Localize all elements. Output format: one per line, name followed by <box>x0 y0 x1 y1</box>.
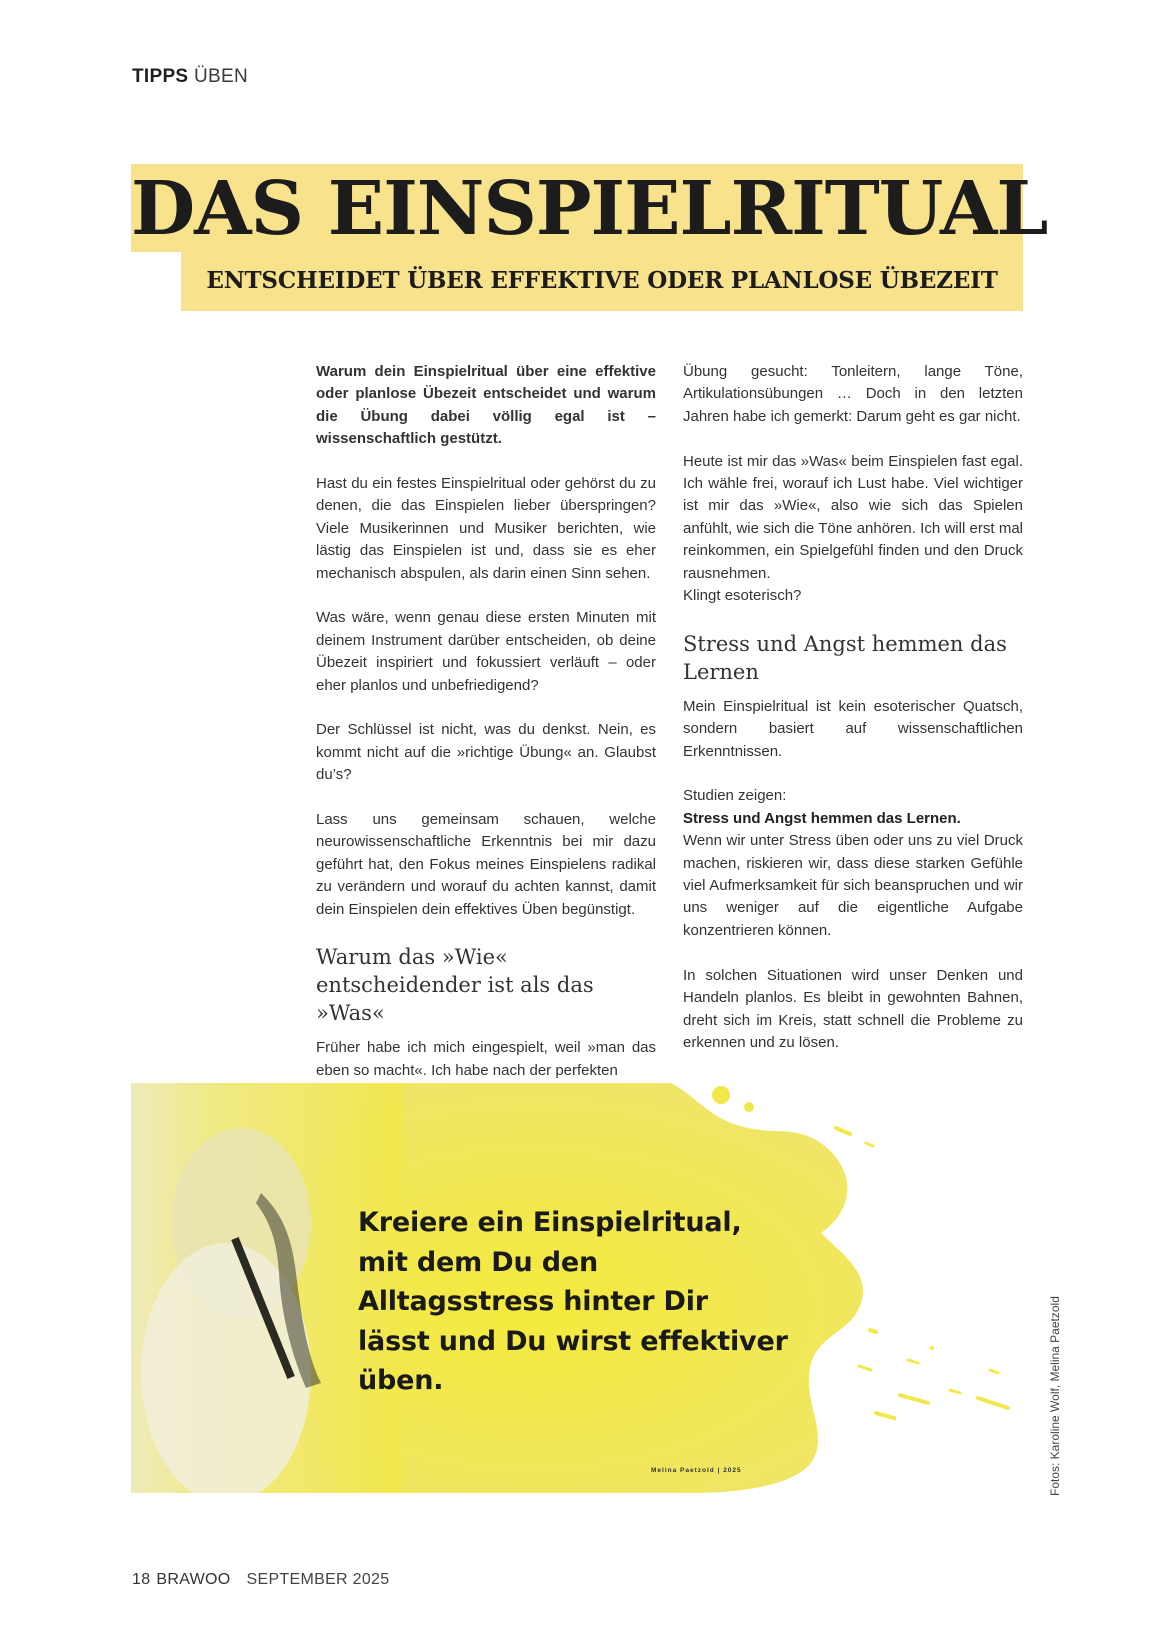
issue-date: SEPTEMBER 2025 <box>246 1571 390 1588</box>
paragraph: Klingt esoterisch? <box>683 587 802 605</box>
section-tag-bold: TIPPS <box>132 66 189 87</box>
paragraph: Früher habe ich mich eingespielt, weil »man das eben so macht«. Ich habe nach der perfekten <box>316 1039 656 1079</box>
paragraph: Was wäre, wenn genau diese ersten Minuten mit deinem Instrument darüber entscheiden, ob deine Übezeit inspiriert und fokussiert verläuft – oder eher planlos und unbefriedigend? <box>316 609 656 694</box>
paint-splatter-dots <box>860 1220 1020 1430</box>
paragraph: Der Schlüssel ist nicht, was du denkst. Nein, es kommt nicht auf die »richtige Übung« an. Glaubst du’s? <box>316 721 656 784</box>
paragraph: Hast du ein festes Einspielritual oder gehörst du zu denen, die das Einspielen lieber überspringen? Viele Musikerinnen und Musiker berichten, wie lästig das Einspielen ist und, dass sie es eher mechanisch abspulen, als darin einen Sinn sehen. <box>316 475 656 582</box>
page-number: 18 <box>132 1571 151 1588</box>
section-tag <box>132 66 248 88</box>
right-column <box>683 361 1023 1054</box>
page-subtitle: ENTSCHEIDET ÜBER EFFEKTIVE ODER PLANLOSE ÜBEZEIT <box>206 267 998 294</box>
paragraph: Übung gesucht: Tonleitern, lange Töne, Artikulationsübungen … Doch in den letzten Jahren habe ich gemerkt: Darum geht es gar nicht. <box>683 363 1023 425</box>
section-heading: Warum das »Wie« entscheidender ist als das »Was« <box>316 945 594 1026</box>
paragraph: Studien zeigen: <box>683 787 787 805</box>
lead-paragraph: Warum dein Einspielritual über eine effektive oder planlose Übezeit entscheidet und warum die Übung dabei völlig egal ist – wissenschaftlich gestützt. <box>316 363 656 448</box>
paragraph: Lass uns gemeinsam schauen, welche neurowissenschaftliche Erkenntnis bei mir dazu geführt hat, den Fokus meines Einspielens radikal zu verändern und worauf du achten kannst, damit dein Einspielen dein effektives Üben begünstigt. <box>316 811 656 918</box>
signature: Melina Paetzold | 2025 <box>651 1467 742 1474</box>
section-tag-light: ÜBEN <box>194 66 248 87</box>
photo-credit: Fotos: Karoline Wolf, Melina Paetzold <box>1048 1296 1062 1496</box>
page-title: DAS EINSPIELRITUAL <box>131 166 1048 252</box>
paragraph: In solchen Situationen wird unser Denken und Handeln planlos. Es bleibt in gewohnten Bahnen, dreht sich im Kreis, statt schnell die Probleme zu erkennen und zu lösen. <box>683 966 1023 1051</box>
magazine-name: BRAWOO <box>156 1571 231 1588</box>
paragraph: Wenn wir unter Stress üben oder uns zu viel Druck machen, riskieren wir, dass diese starken Gefühle viel Aufmerksamkeit für sich beanspruchen und wir uns weniger auf die eigentliche Aufgabe konzentrieren können. <box>683 832 1023 939</box>
left-column <box>316 361 656 1082</box>
paragraph: Mein Einspielritual ist kein esoterischer Quatsch, sondern basiert auf wissenschaftlichen Erkenntnissen. <box>683 697 1023 760</box>
paragraph: Heute ist mir das »Was« beim Einspielen fast egal. Ich wähle frei, worauf ich Lust habe. Viel wichtiger ist mir das »Wie«, also wie sich das Spielen anfühlt, wie sich die Töne anhören. Ich will erst mal reinkommen, ein Spielgefühl finden und den Druck rausnehmen. <box>683 452 1023 582</box>
paragraph-bold <box>683 808 1023 830</box>
bold-statement: Stress und Angst hemmen das Lernen. <box>683 809 961 827</box>
section-heading: Stress und Angst hemmen das Lernen <box>683 631 1007 684</box>
page-footer <box>132 1571 389 1589</box>
pull-quote: Kreiere ein Einspielritual, mit dem Du den Alltagsstress hinter Dir lässt und Du wirst effektiver üben. <box>358 1207 788 1396</box>
